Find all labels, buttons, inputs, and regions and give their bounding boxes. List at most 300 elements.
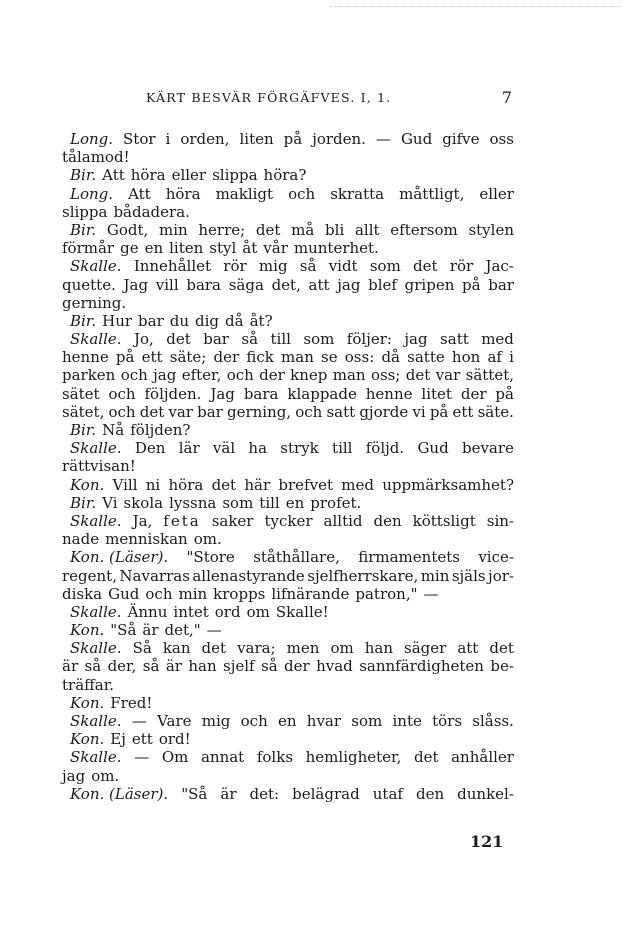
word: Vare — [157, 712, 192, 730]
word: Nå — [102, 421, 125, 439]
word: Att — [128, 184, 151, 203]
word: en — [277, 712, 297, 730]
word: och — [226, 366, 254, 385]
word: eller — [479, 184, 514, 203]
word: törs — [432, 712, 463, 730]
speaker-name: Skalle. — [70, 602, 122, 621]
scan-edge-marks — [330, 6, 620, 11]
word: — — [134, 748, 150, 767]
text-line — [62, 130, 514, 148]
word: makligt — [215, 184, 274, 203]
word: vara; — [237, 639, 276, 658]
word: — — [423, 584, 439, 603]
word: vi — [412, 402, 426, 421]
word: tycker — [264, 511, 313, 530]
word: på — [495, 384, 514, 403]
word: der — [213, 348, 240, 367]
word: der — [460, 384, 487, 403]
word: bar — [488, 275, 514, 294]
word: gerning. — [62, 293, 127, 312]
word: åt — [242, 239, 258, 258]
word: att — [308, 275, 330, 294]
word: munterhet. — [293, 239, 379, 258]
word: der — [284, 657, 310, 676]
word: och — [240, 712, 268, 730]
word: regent, — [62, 566, 117, 585]
word: uppmärksamhet? — [382, 475, 514, 494]
word: och — [145, 584, 173, 603]
word: vår — [263, 239, 288, 258]
word: mig — [201, 712, 231, 730]
word: var — [168, 402, 193, 421]
word: henne — [62, 348, 109, 367]
word: är — [142, 621, 159, 640]
word: der, — [107, 657, 137, 676]
word: Navarras — [119, 566, 190, 585]
word: vice- — [478, 548, 514, 567]
word: vidt — [328, 257, 358, 276]
speaker-name: Skalle. — [70, 712, 122, 730]
word: Så — [132, 639, 152, 658]
word: så — [299, 257, 317, 276]
word: litet — [421, 384, 452, 403]
word: af — [487, 348, 502, 367]
word: man — [281, 348, 314, 367]
text-line — [62, 476, 514, 494]
word: höra — [130, 166, 166, 185]
word: det — [166, 330, 191, 349]
running-head — [60, 90, 520, 110]
word: du — [169, 311, 190, 330]
word: som — [303, 330, 335, 349]
word: till — [332, 439, 353, 458]
word: Innehållet — [133, 257, 212, 276]
word: jor- — [488, 566, 514, 585]
speaker-name: Kon. — [70, 475, 105, 494]
speaker-name: Skalle. — [70, 748, 122, 767]
word: om — [246, 602, 270, 621]
word: på — [429, 402, 449, 421]
word: Vill — [112, 475, 138, 494]
text-line — [62, 585, 514, 603]
word: sannfärdigheten — [359, 657, 484, 676]
word: så — [84, 657, 102, 676]
word: anhåller — [451, 748, 514, 767]
word: Ja, — [132, 511, 153, 530]
word: den — [373, 511, 402, 530]
text-line — [62, 439, 514, 457]
word: efter, — [181, 366, 222, 385]
text-line — [62, 457, 514, 475]
word: åt? — [249, 311, 273, 330]
text-line — [62, 257, 514, 275]
speaker-name: Skalle. — [70, 439, 122, 458]
word: ett — [452, 402, 474, 421]
word: följden. — [144, 384, 202, 403]
word: min — [158, 220, 188, 239]
word: gjorde — [359, 402, 409, 421]
word: Gud — [400, 130, 433, 148]
word: Stor — [123, 130, 156, 148]
word: och — [108, 402, 136, 421]
word: så — [142, 657, 160, 676]
word: är — [220, 784, 237, 803]
word: till — [259, 493, 280, 512]
word: alltid — [323, 511, 363, 530]
word: sättet, — [465, 366, 514, 385]
word: en — [144, 239, 164, 258]
text-line — [62, 221, 514, 239]
word: ståthållare, — [253, 548, 340, 567]
word: rör — [223, 257, 247, 276]
speaker-name: Bir. — [70, 220, 97, 239]
word: se — [321, 348, 338, 367]
word: eftersom — [390, 220, 458, 239]
word: nade — [62, 530, 100, 549]
word: blef — [368, 275, 397, 294]
word: belägrad — [292, 784, 360, 803]
word: men — [286, 639, 320, 658]
word: Jac- — [485, 257, 514, 276]
text-line — [62, 567, 514, 585]
text-line — [62, 512, 514, 530]
word: firmamentets — [358, 548, 460, 567]
word: dunkel- — [457, 784, 514, 803]
word: säger — [404, 639, 447, 658]
word: i — [165, 130, 171, 148]
word: allt — [354, 220, 380, 239]
word: rör — [449, 257, 474, 276]
word: han — [364, 639, 393, 658]
word: Gud — [108, 584, 140, 603]
word: följer: — [346, 330, 392, 349]
word: fick — [246, 348, 274, 367]
word: satte — [407, 348, 445, 367]
word: satt — [440, 330, 469, 349]
word: det — [413, 257, 438, 276]
word: hon — [451, 348, 481, 367]
word: Hur — [102, 311, 133, 330]
word: måttligt, — [399, 184, 465, 203]
word: oss: — [344, 348, 375, 367]
word: inte — [392, 712, 422, 730]
speaker-name: Bir. — [70, 311, 97, 330]
word: bara — [186, 275, 222, 294]
word: Jag — [210, 384, 235, 403]
speaker-name: Skalle. — [70, 511, 122, 530]
word: ord! — [158, 730, 191, 749]
word: gerning, — [226, 402, 292, 421]
word: må — [291, 220, 315, 239]
word: rättvisan! — [62, 457, 136, 476]
text-line — [62, 657, 514, 675]
running-title: KÄRT BESVÄR FÖRGÄFVES. I, 1. — [146, 90, 392, 105]
word: och — [120, 366, 148, 385]
word: på — [462, 275, 481, 294]
text-line — [62, 185, 514, 203]
word: förmår — [62, 239, 115, 258]
word: — — [375, 130, 391, 148]
word: bara — [243, 384, 279, 403]
word: ni — [145, 475, 161, 494]
word: henne — [365, 384, 413, 403]
word: det — [139, 402, 165, 421]
word: parken — [62, 366, 116, 385]
word: jag — [404, 330, 428, 349]
body-text — [62, 130, 514, 803]
word: lyssna — [169, 493, 217, 512]
word: bevare — [461, 439, 514, 458]
word: Fred! — [110, 693, 153, 712]
word: utaf — [372, 784, 403, 803]
word: bar — [138, 311, 164, 330]
word: tålamod! — [62, 148, 130, 167]
word: sin- — [486, 511, 514, 530]
word: på — [283, 130, 303, 148]
word: är — [62, 657, 79, 676]
word: slippa — [212, 166, 258, 185]
word: kan — [162, 639, 191, 658]
word: väl — [212, 439, 236, 458]
text-line — [62, 166, 514, 184]
text-line — [62, 421, 514, 439]
word: var — [435, 366, 461, 385]
word: man — [332, 366, 366, 385]
word: det — [413, 748, 439, 767]
speaker-name: Bir. — [70, 166, 97, 185]
word: ord — [214, 602, 241, 621]
word: oss; — [370, 366, 401, 385]
word: ett — [141, 348, 163, 367]
text-line — [62, 639, 514, 657]
speaker-name: Kon. — [70, 693, 105, 712]
word: gifve — [442, 130, 480, 148]
word: Skalle! — [275, 602, 329, 621]
word: är — [165, 657, 182, 676]
word: jorden. — [312, 130, 366, 148]
word: att — [457, 639, 479, 658]
page-number: 7 — [501, 88, 512, 107]
word: det — [211, 475, 237, 494]
word: säga — [228, 275, 264, 294]
word: bar — [203, 330, 229, 349]
text-line — [62, 330, 514, 348]
word: om — [330, 639, 354, 658]
text-line — [62, 730, 514, 748]
word: menniskan — [105, 530, 188, 549]
word: brefvet — [278, 475, 333, 494]
word: köttsligt — [412, 511, 476, 530]
word: vill — [155, 275, 179, 294]
speaker-name: Skalle. — [70, 639, 122, 658]
word: Ej — [110, 730, 126, 749]
word: och — [295, 402, 323, 421]
word: det, — [271, 275, 301, 294]
word: till — [270, 330, 291, 349]
text-line — [62, 385, 514, 403]
text-line — [62, 712, 514, 730]
word: följden? — [130, 421, 191, 439]
word: slippa — [62, 202, 108, 221]
word: Den — [134, 439, 166, 458]
word: styl — [209, 239, 237, 258]
word: "Store — [186, 548, 235, 567]
word: patron," — [355, 584, 418, 603]
word: be- — [490, 657, 514, 676]
word: då — [381, 348, 400, 367]
speaker-name: Bir. — [70, 493, 97, 512]
word: höra? — [263, 166, 307, 185]
text-line — [62, 603, 514, 621]
text-line — [62, 548, 514, 566]
speaker-name: Kon. (Läser). — [70, 548, 169, 567]
word: Jag — [123, 275, 149, 294]
word: lifnärande — [271, 584, 350, 603]
word: — — [131, 712, 147, 730]
word: själs — [451, 566, 486, 585]
word: hvar — [306, 712, 342, 730]
word: om. — [193, 530, 222, 549]
word: och — [108, 384, 136, 403]
text-line — [62, 294, 514, 312]
word: säte; — [169, 348, 207, 367]
word: stylen — [468, 220, 514, 239]
word: lär — [178, 439, 200, 458]
word: det — [489, 639, 514, 658]
word: hvad — [316, 657, 353, 676]
word: ha — [248, 439, 268, 458]
word: klappade — [287, 384, 357, 403]
word: stryk — [280, 439, 319, 458]
text-line — [62, 203, 514, 221]
word: sjelf — [223, 657, 255, 676]
word: som — [351, 712, 383, 730]
word: liten — [239, 130, 274, 148]
word: kropps — [213, 584, 266, 603]
emphasized-word: feta — [163, 511, 201, 530]
word: "Så — [110, 621, 137, 640]
text-line — [62, 276, 514, 294]
word: Godt, — [106, 220, 149, 239]
word: som — [369, 257, 401, 276]
speaker-name: Long. — [70, 184, 114, 203]
word: Jo, — [134, 330, 154, 349]
speaker-name: Kon. — [70, 730, 105, 749]
word: en — [285, 493, 305, 512]
word: skratta — [330, 184, 385, 203]
word: han — [188, 657, 217, 676]
word: bådadera. — [113, 202, 190, 221]
word: min — [420, 566, 450, 585]
word: det — [255, 220, 281, 239]
word: bar — [197, 402, 223, 421]
text-line — [62, 748, 514, 766]
signature-mark: 121 — [470, 832, 504, 851]
word: sätet — [62, 384, 100, 403]
word: det: — [249, 784, 280, 803]
text-line — [62, 694, 514, 712]
word: profet. — [310, 493, 362, 512]
word: dig — [195, 311, 220, 330]
speaker-name: Skalle. — [70, 257, 122, 276]
word: med — [481, 330, 514, 349]
word: Att — [102, 166, 125, 185]
word: det — [201, 639, 227, 658]
word: hemligheter, — [305, 748, 402, 767]
speaker-name: Kon. (Läser). — [70, 784, 169, 803]
word: då — [225, 311, 244, 330]
word: intet — [173, 602, 209, 621]
word: diska — [62, 584, 103, 603]
word: höra — [165, 184, 201, 203]
word: orden, — [180, 130, 230, 148]
speaker-name: Kon. — [70, 621, 105, 640]
text-line — [62, 494, 514, 512]
word: så — [241, 330, 259, 349]
word: om. — [91, 766, 120, 785]
word: annat — [200, 748, 245, 767]
word: ett — [131, 730, 153, 749]
text-line — [62, 403, 514, 421]
word: saker — [211, 511, 254, 530]
word: slåss. — [472, 712, 514, 730]
word: allenastyrande — [192, 566, 305, 585]
word: jag — [153, 366, 177, 385]
word: bli — [325, 220, 345, 239]
text-line — [62, 312, 514, 330]
word: jag — [62, 766, 86, 785]
word: — — [206, 621, 222, 640]
text-line — [62, 239, 514, 257]
speaker-name: Long. — [70, 130, 114, 148]
word: det — [405, 366, 431, 385]
text-line — [62, 148, 514, 166]
word: der — [259, 366, 285, 385]
word: Vi — [102, 493, 118, 512]
word: sjelfherrskare, — [307, 566, 419, 585]
word: det," — [164, 621, 201, 640]
text-line — [62, 621, 514, 639]
word: den — [415, 784, 445, 803]
word: liten — [169, 239, 204, 258]
word: som — [222, 493, 254, 512]
word: här — [244, 475, 271, 494]
word: eller — [171, 166, 207, 185]
word: Gud — [417, 439, 449, 458]
word: så — [261, 657, 278, 676]
word: herre; — [198, 220, 246, 239]
text-line — [62, 366, 514, 384]
word: med — [341, 475, 374, 494]
word: i — [509, 348, 514, 367]
word: på — [115, 348, 135, 367]
word: följd. — [365, 439, 405, 458]
word: satt — [326, 402, 356, 421]
text-line — [62, 676, 514, 694]
word: träffar. — [62, 675, 115, 694]
word: gripen — [404, 275, 455, 294]
word: Ännu — [127, 602, 168, 621]
word: min — [178, 584, 208, 603]
text-line — [62, 785, 514, 803]
speaker-name: Skalle. — [70, 330, 122, 349]
word: knep — [290, 366, 328, 385]
speaker-name: Bir. — [70, 421, 97, 439]
word: säte. — [477, 402, 514, 421]
word: mig — [258, 257, 288, 276]
text-line — [62, 767, 514, 785]
text-line — [62, 530, 514, 548]
